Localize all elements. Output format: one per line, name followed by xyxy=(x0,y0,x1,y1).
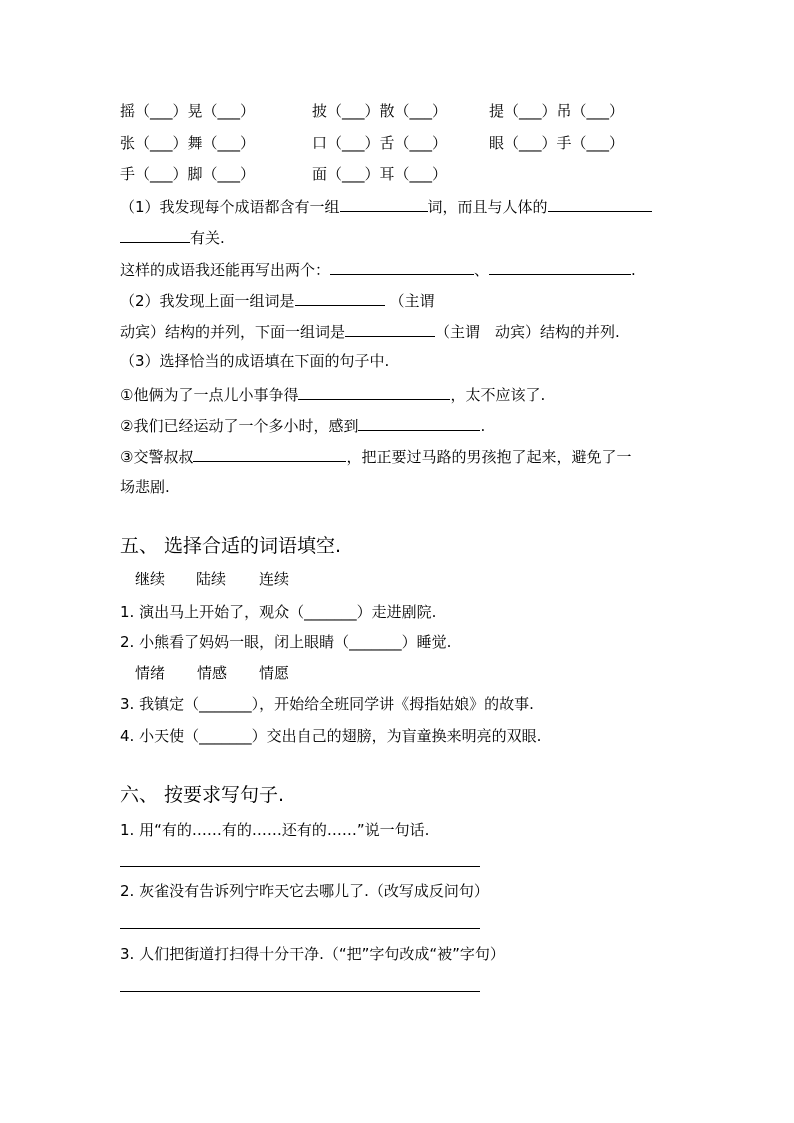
idiom-cell: 口（___）舌（___） xyxy=(312,134,448,152)
question-text: （2）我发现上面一组词是 xyxy=(120,292,295,310)
blank-underline xyxy=(295,289,385,306)
exercise-item: 1. 演出马上开始了，观众（_______）走进剧院. xyxy=(120,603,437,621)
sentence-text: ②我们已经运动了一个多小时，感到 xyxy=(120,417,359,435)
answer-line[interactable] xyxy=(120,866,480,867)
answer-line[interactable] xyxy=(120,991,480,992)
word-choice: 情愿 xyxy=(259,664,290,682)
idiom-cell: 手（___）脚（___） xyxy=(120,165,256,183)
blank-underline xyxy=(548,195,652,212)
exercise-item: 3. 我镇定（_______），开始给全班同学讲《拇指姑娘》的故事. xyxy=(120,695,534,713)
section-5-title: 五、 选择合适的词语填空. xyxy=(120,535,342,557)
question-2-line xyxy=(120,320,620,340)
sentence-text: ，太不应该了. xyxy=(450,386,546,404)
idiom-cell: 张（___）舞（___） xyxy=(120,134,256,152)
question-text: 有关. xyxy=(190,229,225,247)
question-text: 词，而且与人体的 xyxy=(427,198,548,216)
blank-underline xyxy=(345,320,435,337)
question-text: . xyxy=(631,261,636,279)
word-choice: 情绪 xyxy=(135,664,166,682)
question-1-line xyxy=(120,226,225,246)
sentence-line: 场悲剧. xyxy=(120,478,170,496)
word-choice: 情感 xyxy=(197,664,228,682)
idiom-cell: 面（___）耳（___） xyxy=(312,165,448,183)
answer-line[interactable] xyxy=(120,928,480,929)
word-choices xyxy=(135,569,289,589)
exercise-item: 2. 小熊看了妈妈一眼，闭上眼睛（_______）睡觉. xyxy=(120,633,452,651)
question-2-line xyxy=(120,289,435,309)
section-6-title: 六、 按要求写句子. xyxy=(120,784,285,806)
idiom-cell: 摇（___）晃（___） xyxy=(120,102,256,120)
idiom-cell: 提（___）吊（___） xyxy=(489,102,625,120)
sentence-text: ①他俩为了一点儿小事争得 xyxy=(120,386,299,404)
word-choice: 连续 xyxy=(259,570,290,588)
blank-underline xyxy=(120,226,190,243)
word-choice: 陆续 xyxy=(196,570,227,588)
exercise-item: 4. 小天使（_______）交出自己的翅膀，为盲童换来明亮的双眼. xyxy=(120,727,542,745)
question-1-line xyxy=(120,195,652,215)
exercise-item: 2. 灰雀没有告诉列宁昨天它去哪儿了.（改写成反问句） xyxy=(120,882,489,900)
question-text: 动宾）结构的并列，下面一组词是 xyxy=(120,323,346,341)
exercise-item: 3. 人们把街道打扫得十分干净.（“把”字句改成“被”字句） xyxy=(120,945,505,963)
idiom-cell: 披（___）散（___） xyxy=(312,102,448,120)
word-choice: 继续 xyxy=(135,570,166,588)
blank-underline xyxy=(340,195,428,212)
sentence-line xyxy=(120,445,631,465)
question-text: （主谓 xyxy=(389,292,435,310)
blank-underline xyxy=(358,414,480,431)
blank-underline xyxy=(489,258,631,275)
question-text: （主谓 动宾）结构的并列. xyxy=(435,323,620,341)
question-text: （1）我发现每个成语都含有一组 xyxy=(120,198,340,216)
blank-underline xyxy=(193,445,346,462)
blank-underline xyxy=(330,258,474,275)
sentence-text: ，把正要过马路的男孩抱了起来，避免了一 xyxy=(346,448,632,466)
sentence-text: ③交警叔叔 xyxy=(120,448,194,466)
question-text: 、 xyxy=(474,261,490,279)
question-text: 这样的成语我还能再写出两个： xyxy=(120,261,331,279)
sentence-line xyxy=(120,414,485,434)
blank-underline xyxy=(298,383,450,400)
idiom-cell: 眼（___）手（___） xyxy=(489,134,625,152)
exercise-item: 1. 用“有的……有的……还有的……”说一句话. xyxy=(120,821,430,839)
word-choices xyxy=(135,663,289,683)
sentence-text: . xyxy=(480,417,486,435)
question-3-intro: （3）选择恰当的成语填在下面的句子中. xyxy=(120,352,390,370)
sentence-line xyxy=(120,383,545,403)
question-1-line xyxy=(120,258,636,278)
